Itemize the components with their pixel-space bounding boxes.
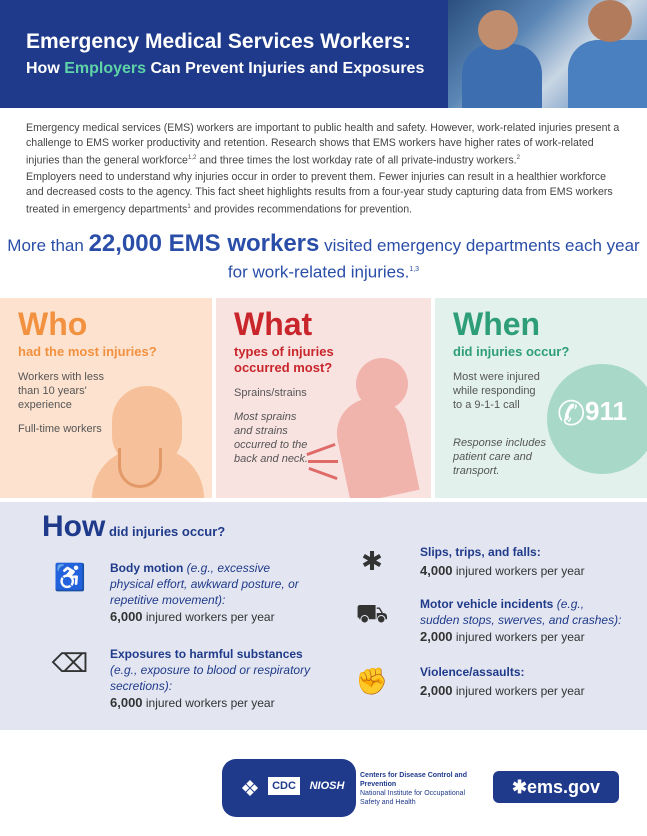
who-line-1: Workers with less than 10 years' experience [18, 371, 104, 411]
how-item-title: Slips, trips, and falls: [420, 545, 541, 559]
how-item-count-number: 4,000 [420, 563, 453, 578]
cdc-name: Centers for Disease Control and Prevention [360, 772, 467, 788]
how-item-text [110, 646, 322, 712]
what-line-1: Sprains/strains [234, 387, 307, 399]
how-item-head [110, 646, 322, 662]
cdc-logo: CDC [266, 775, 302, 797]
when-line-1: Most were injured while responding to a 9-1-1 call [453, 371, 540, 411]
who-heading: Who [18, 306, 88, 342]
headline-stat [0, 232, 647, 285]
headline-pre: More than [7, 236, 89, 255]
how-item-detail: (e.g., exposure to blood or respiratory secretions): [110, 663, 311, 693]
headline-post: visited emergency departments each year for work-related injuries. [227, 236, 640, 282]
how-item-title: Violence/assaults: [420, 665, 525, 679]
header-photo [448, 0, 647, 108]
citation: 2 [516, 155, 520, 161]
how-item-count [110, 694, 322, 712]
cdc-text [360, 771, 470, 807]
how-section [0, 502, 647, 730]
citation: 1 [187, 204, 191, 210]
niosh-name: National Institute for Occupational Safety and Health [360, 790, 466, 806]
photo-figure-head [478, 10, 518, 50]
stretcher-icon: ♿ [53, 562, 87, 592]
subtitle-pre: How [26, 60, 65, 77]
pain-mark-icon [308, 467, 337, 480]
photo-figure-head [588, 0, 632, 42]
intro-paragraph-1 [26, 121, 626, 169]
citation: 1,2 [187, 155, 197, 161]
how-heading [42, 510, 225, 544]
ems-gov-text: ems.gov [527, 777, 601, 797]
who-subheading: had the most injuries? [18, 344, 157, 359]
when-subheading: did injuries occur? [453, 344, 570, 359]
what-subheading: types of injuries occurred most? [234, 344, 334, 375]
syringe-icon: ⌫ [51, 648, 89, 678]
ambulance-icon: ⛟ [355, 598, 389, 628]
how-item-count-label: injured workers per year [452, 564, 585, 578]
falling-person-icon: ✱ [361, 546, 383, 576]
phone-icon: ✆ [557, 395, 586, 433]
how-item-title: Motor vehicle incidents [420, 597, 554, 611]
headline-number: 22,000 EMS workers [88, 230, 320, 257]
intro-text: Emergency medical services (EMS) workers are important to public health and safety. However, work-related injuries present a challenge to EMS worker productivity and retention. Research shows that EMS workers have higher rates of work-related injuries than the general workforce [26, 122, 620, 167]
how-item-text [420, 544, 630, 580]
how-item-count-number: 6,000 [110, 695, 143, 710]
how-item-count-number: 2,000 [420, 629, 453, 644]
how-item-count [420, 682, 630, 700]
911-badge: 911 [585, 396, 627, 426]
intro-paragraph-2 [26, 170, 626, 218]
what-heading: What [234, 306, 313, 342]
pain-mark-icon [306, 443, 335, 456]
how-item-head [110, 560, 306, 576]
what-panel [216, 298, 431, 498]
how-item-text [420, 664, 630, 700]
how-item-detail: sudden stops, swerves, and crashes): [420, 613, 622, 627]
when-line-2: Response includes patient care and transport. [453, 437, 546, 477]
intro-text: and provides recommendations for prevention. [190, 203, 413, 216]
how-item-title-note: (e.g., [553, 597, 585, 611]
subtitle-accent: Employers [64, 60, 147, 77]
how-heading-big: How [42, 510, 106, 543]
how-item-detail: physical effort, awkward posture, or repetitive movement): [110, 577, 299, 607]
how-item-count [420, 628, 630, 646]
subtitle-post: Can Prevent Injuries and Exposures [146, 60, 425, 77]
pain-mark-icon [308, 460, 338, 463]
how-item-count [420, 562, 630, 580]
how-item-count-label: injured workers per year [452, 684, 585, 698]
intro-text: Employers need to understand why injuries occur in order to prevent them. Fewer injuries can result in a healthier workforce and decreased costs to the agency. This fact sheet highlights results from a four-year study capturing data from EMS workers treated in emergency departments [26, 171, 613, 216]
when-panel [435, 298, 647, 498]
page-title: Emergency Medical Services Workers: [26, 30, 411, 53]
hhs-eagle-icon: ❖ [224, 763, 276, 815]
when-heading: When [453, 306, 541, 342]
niosh-logo: NIOSH [304, 775, 350, 797]
photo-figure-body [462, 44, 542, 108]
how-item-title-note: (e.g., excessive [183, 561, 271, 575]
photo-figure-body [568, 40, 647, 108]
who-panel [0, 298, 212, 498]
how-item-head [420, 544, 630, 560]
how-item-count-label: injured workers per year [142, 696, 275, 710]
how-item-title: Exposures to harmful substances [110, 647, 303, 661]
how-item-title: Body motion [110, 561, 184, 575]
how-item-text [420, 596, 630, 646]
header-banner [0, 0, 647, 108]
fight-icon: ✊ [355, 666, 389, 696]
how-item-text [110, 560, 306, 626]
how-item-count-number: 6,000 [110, 609, 143, 624]
how-item-count [110, 608, 306, 626]
how-item-count-label: injured workers per year [452, 630, 585, 644]
intro-text: and three times the lost workday rate of all private-industry workers. [196, 154, 517, 167]
how-item-count-label: injured workers per year [142, 610, 275, 624]
ems-gov-logo: ✱ems.gov [493, 771, 619, 803]
how-heading-small: did injuries occur? [105, 524, 226, 539]
how-item-count-number: 2,000 [420, 683, 453, 698]
who-line-2: Full-time workers [18, 423, 102, 435]
what-line-2: Most sprains and strains occurred to the back and neck. [234, 411, 308, 465]
citation: 1,3 [409, 266, 420, 273]
page-subtitle [26, 60, 424, 78]
footer [0, 735, 647, 836]
how-item-head [420, 664, 630, 680]
how-item-head [420, 596, 630, 612]
